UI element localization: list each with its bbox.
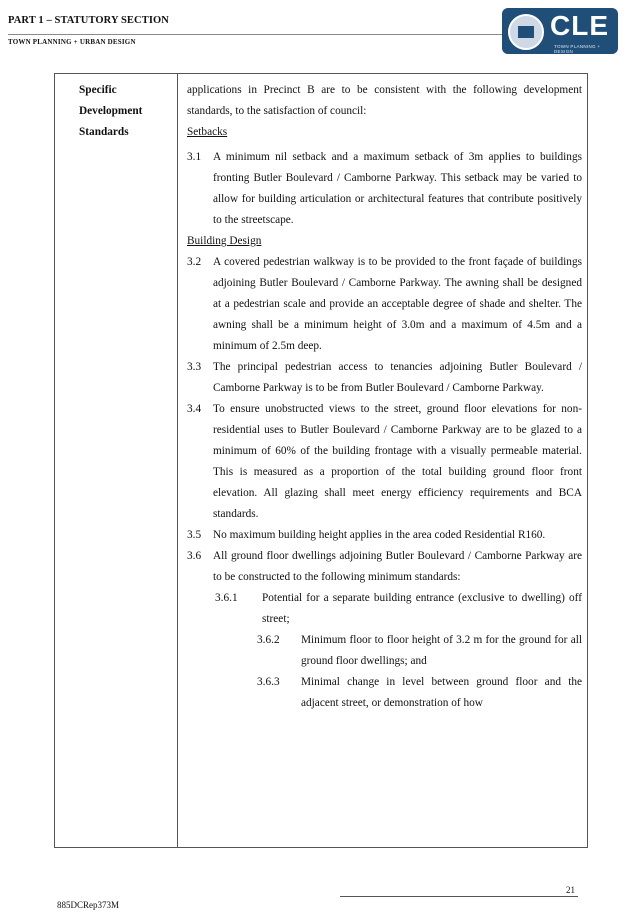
- footer-rule: [340, 896, 578, 897]
- item-number: 3.6.3: [257, 676, 280, 688]
- page-number: 21: [566, 885, 575, 895]
- item-text: A minimum nil setback and a maximum setback of 3m applies to buildings fronting Butler Boulevard / Camborne Parkway. This setback may be varied to allow for building articulation or architectural features that contribute positively to the streetscape.: [213, 151, 582, 226]
- item-text: All ground floor dwellings adjoining Butler Boulevard / Camborne Parkway are to be constructed to the following minimum standards:: [213, 550, 582, 583]
- list-item: [187, 525, 582, 546]
- sub-list-item: [187, 630, 582, 672]
- list-item: [187, 252, 582, 357]
- sub-list-item: [187, 588, 582, 630]
- item-number: 3.5: [187, 529, 202, 541]
- item-text: Minimal change in level between ground floor and the adjacent street, or demonstration of how: [301, 676, 582, 709]
- list-item: [187, 147, 582, 231]
- label-line: Standards: [79, 126, 129, 138]
- label-line: Development: [79, 105, 143, 117]
- list-item: [187, 399, 582, 525]
- table-row-label: [79, 80, 169, 143]
- header-rule: [8, 34, 502, 35]
- section-heading-building-design: Building Design: [187, 235, 262, 247]
- item-number: 3.6.2: [257, 634, 280, 646]
- item-text: A covered pedestrian walkway is to be provided to the front façade of buildings adjoining Butler Boulevard / Camborne Parkway. The awning shall be designed at a pedestrian scale and provide an acceptable degree of shade and shelter. The awning shall be a minimum height of 3.0m and a maximum of 4.5m and a minimum of 2.5m deep.: [213, 256, 582, 352]
- company-logo: [502, 8, 618, 54]
- sub-list-item: [187, 672, 582, 714]
- logo-tagline: TOWN PLANNING + DESIGN: [554, 44, 601, 54]
- table-column-divider: [177, 73, 178, 848]
- item-text: Potential for a separate building entrance (exclusive to dwelling) off street;: [262, 592, 582, 625]
- document-code: 885DCRep373M: [57, 900, 120, 910]
- item-text: Minimum floor to floor height of 3.2 m for the ground for all ground floor dwellings; and: [301, 634, 582, 667]
- logo-text: CLE: [550, 10, 609, 41]
- item-text: To ensure unobstructed views to the street, ground floor elevations for non-residential uses to Butler Boulevard / Camborne Parkway are to be glazed to a minimum of 60% of the building frontage with a visually permeable material. This is measured as a proportion of the total building ground floor front elevation. All glazing shall meet energy efficiency requirements and BCA standards.: [213, 403, 582, 520]
- section-heading-setbacks: Setbacks: [187, 126, 228, 138]
- item-number: 3.4: [187, 403, 202, 415]
- list-item: [187, 546, 582, 588]
- item-number: 3.2: [187, 256, 202, 268]
- page-section-subtitle: TOWN PLANNING + URBAN DESIGN: [8, 38, 136, 46]
- table-content-cell: [187, 80, 582, 714]
- logo-emblem-icon: [508, 14, 544, 50]
- item-number: 3.6.1: [215, 592, 238, 604]
- item-text: The principal pedestrian access to tenancies adjoining Butler Boulevard / Camborne Parkway is to be from Butler Boulevard / Camborne Parkway.: [213, 361, 582, 394]
- item-number: 3.1: [187, 151, 202, 163]
- page-section-title: PART 1 – STATUTORY SECTION: [8, 15, 169, 26]
- label-line: Specific: [79, 84, 117, 96]
- item-number: 3.6: [187, 550, 202, 562]
- intro-paragraph: applications in Precinct B are to be consistent with the following development standards, to the satisfaction of council:: [187, 84, 582, 117]
- item-text: No maximum building height applies in the area coded Residential R160.: [213, 529, 546, 541]
- list-item: [187, 357, 582, 399]
- item-number: 3.3: [187, 361, 202, 373]
